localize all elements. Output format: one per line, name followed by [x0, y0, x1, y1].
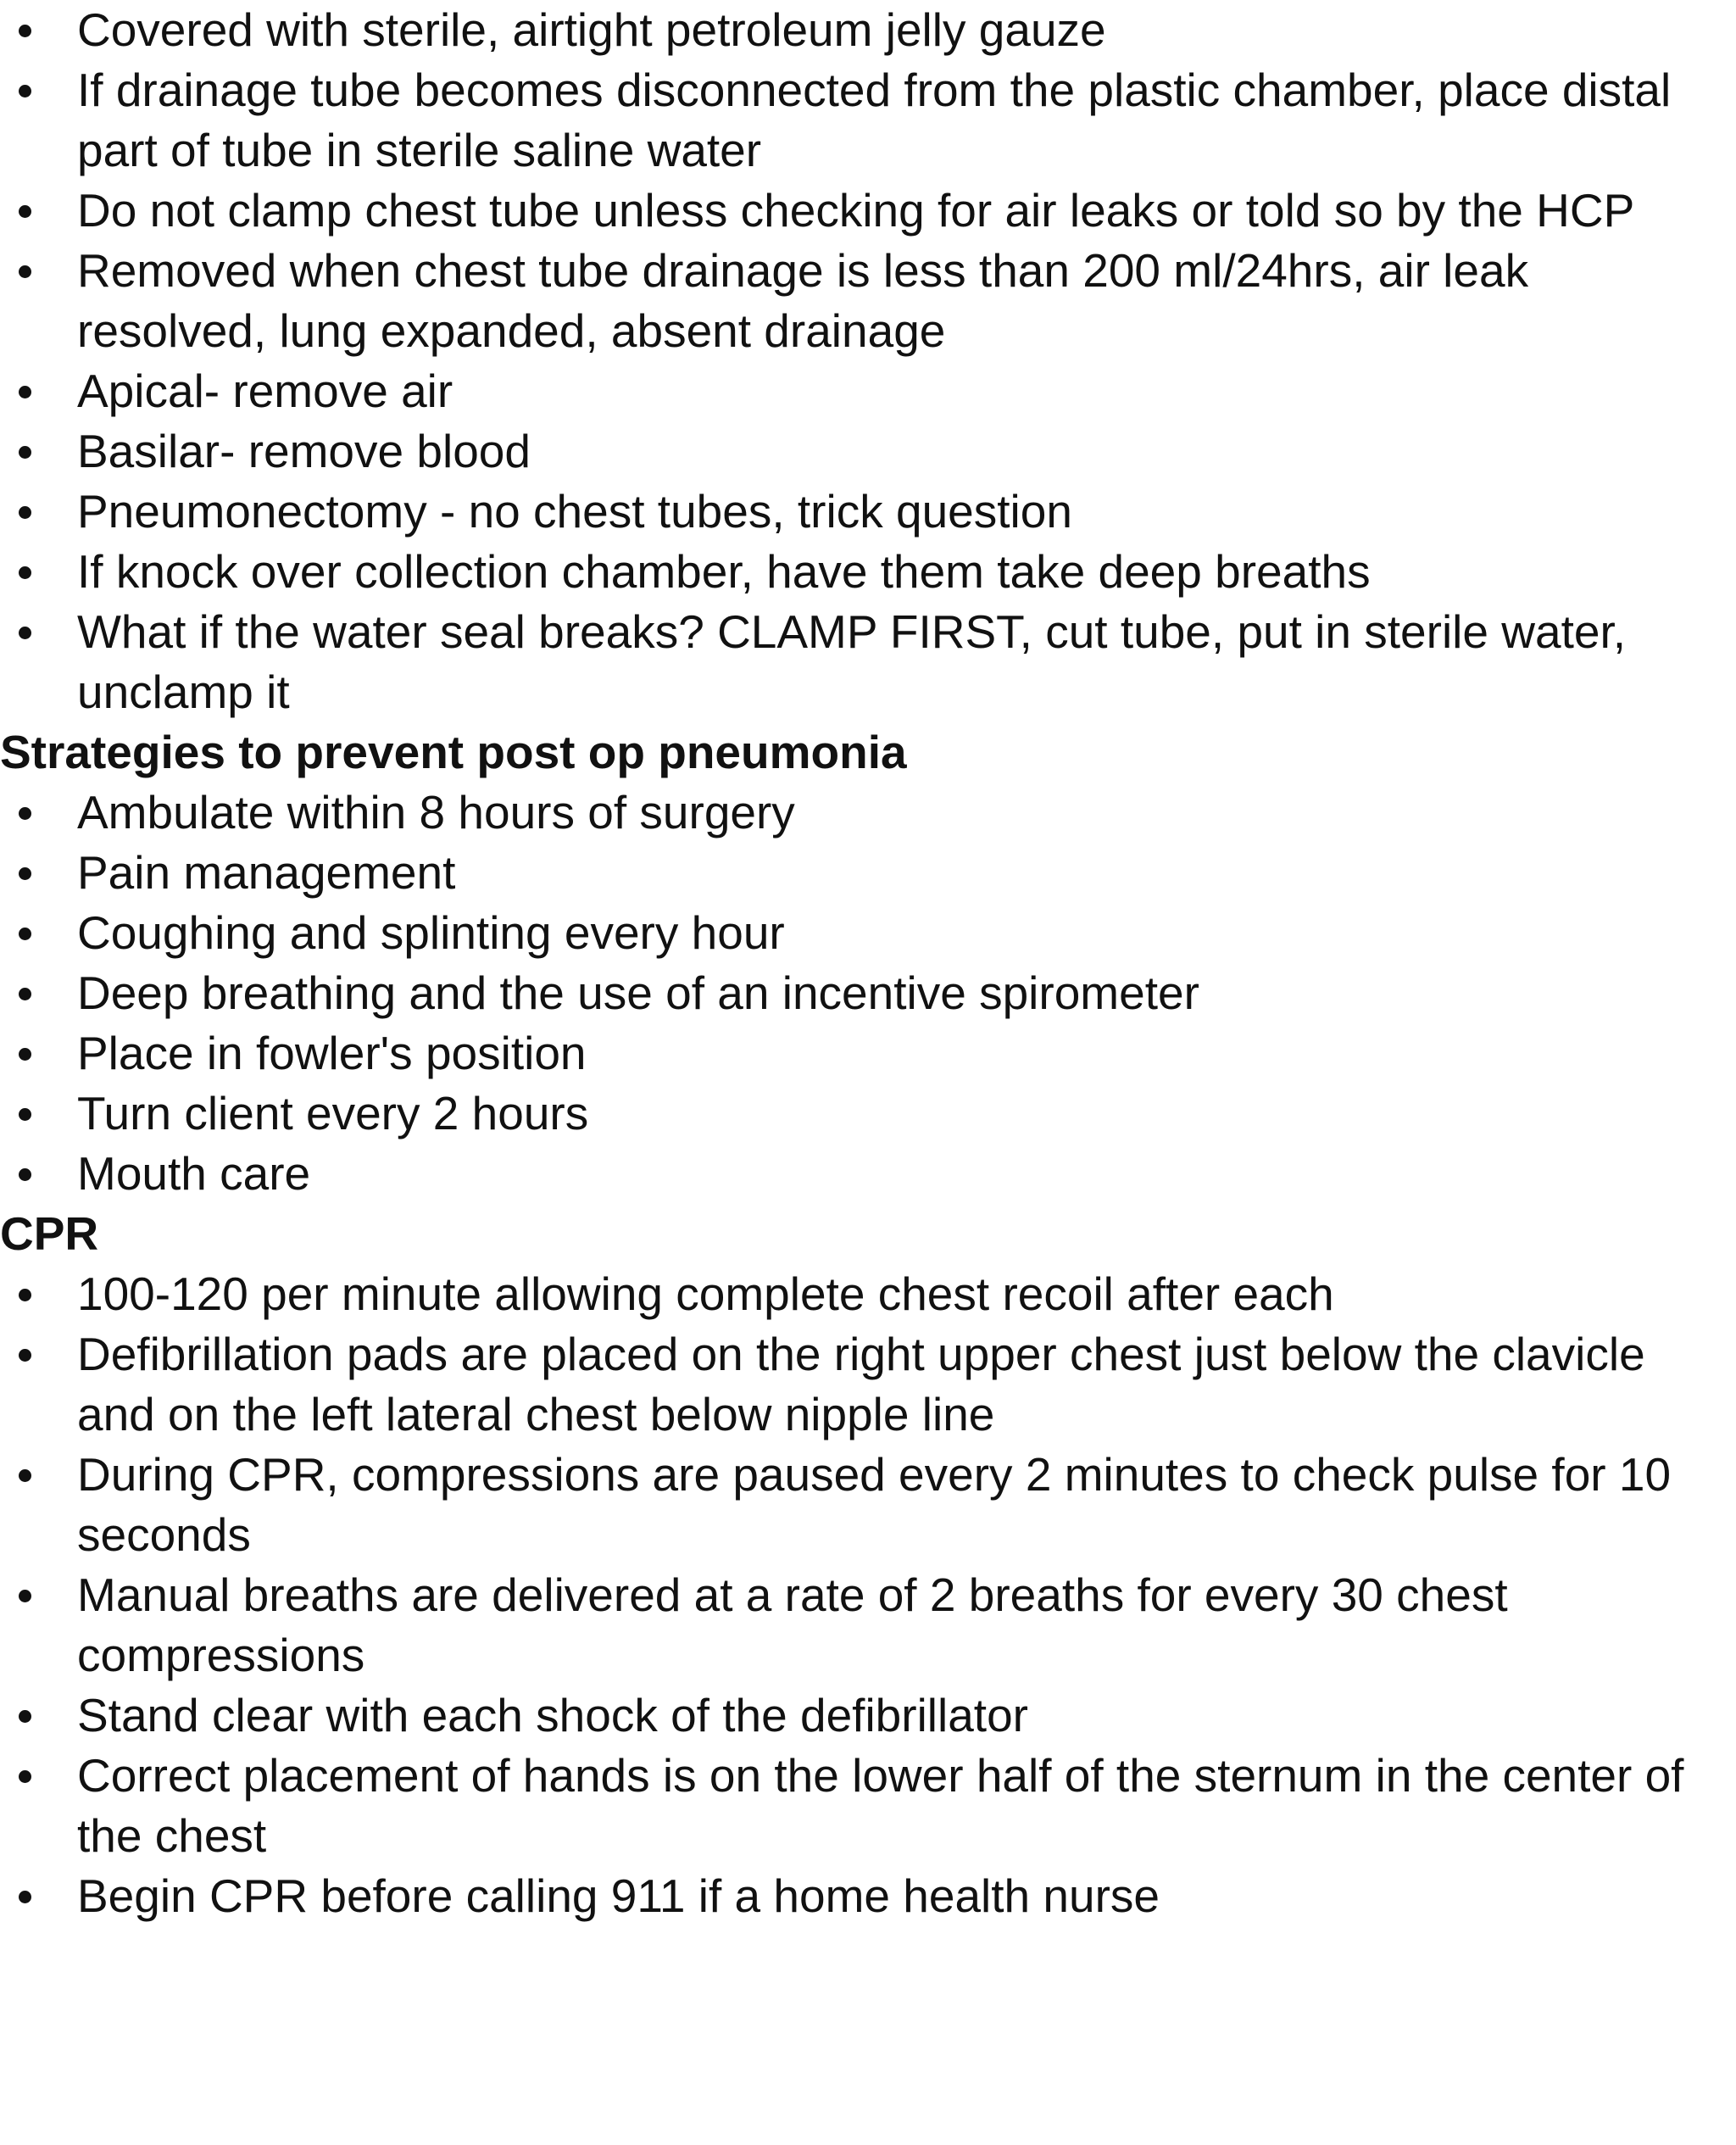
- list-item: Begin CPR before calling 911 if a home health nurse: [0, 1866, 1736, 1926]
- list-item: Apical- remove air: [0, 361, 1736, 421]
- list-item: During CPR, compressions are paused every 2 minutes to check pulse for 10 seconds: [0, 1445, 1736, 1565]
- list-item: Stand clear with each shock of the defibrillator: [0, 1685, 1736, 1746]
- list-item: Pneumonectomy - no chest tubes, trick question: [0, 482, 1736, 542]
- section-heading-cpr: CPR: [0, 1207, 99, 1260]
- list-item: Do not clamp chest tube unless checking for air leaks or told so by the HCP: [0, 181, 1736, 241]
- list-item: Pain management: [0, 843, 1736, 903]
- list-item: Ambulate within 8 hours of surgery: [0, 783, 1736, 843]
- list-item: Covered with sterile, airtight petroleum jelly gauze: [0, 0, 1736, 60]
- list-item: Manual breaths are delivered at a rate of 2 breaths for every 30 chest compressions: [0, 1565, 1736, 1685]
- list-item: 100-120 per minute allowing complete chest recoil after each: [0, 1264, 1736, 1324]
- list-item: If knock over collection chamber, have them take deep breaths: [0, 542, 1736, 602]
- list-item: Place in fowler's position: [0, 1023, 1736, 1084]
- list-item: Coughing and splinting every hour: [0, 903, 1736, 963]
- section-heading-pneumonia: Strategies to prevent post op pneumonia: [0, 726, 907, 778]
- pneumonia-strategies-list: [0, 783, 1736, 1204]
- list-item: Mouth care: [0, 1144, 1736, 1204]
- list-item: Deep breathing and the use of an incentive spirometer: [0, 963, 1736, 1023]
- list-item: Correct placement of hands is on the lower half of the sternum in the center of the chest: [0, 1746, 1736, 1866]
- list-item: Removed when chest tube drainage is less than 200 ml/24hrs, air leak resolved, lung expanded, absent drainage: [0, 241, 1736, 361]
- list-item: Basilar- remove blood: [0, 421, 1736, 482]
- list-item: Turn client every 2 hours: [0, 1084, 1736, 1144]
- list-item: If drainage tube becomes disconnected from the plastic chamber, place distal part of tube in sterile saline water: [0, 60, 1736, 181]
- chest-tube-list: [0, 0, 1736, 722]
- cpr-list: [0, 1264, 1736, 1926]
- list-item: Defibrillation pads are placed on the right upper chest just below the clavicle and on the left lateral chest below nipple line: [0, 1324, 1736, 1445]
- list-item: What if the water seal breaks? CLAMP FIRST, cut tube, put in sterile water, unclamp it: [0, 602, 1736, 722]
